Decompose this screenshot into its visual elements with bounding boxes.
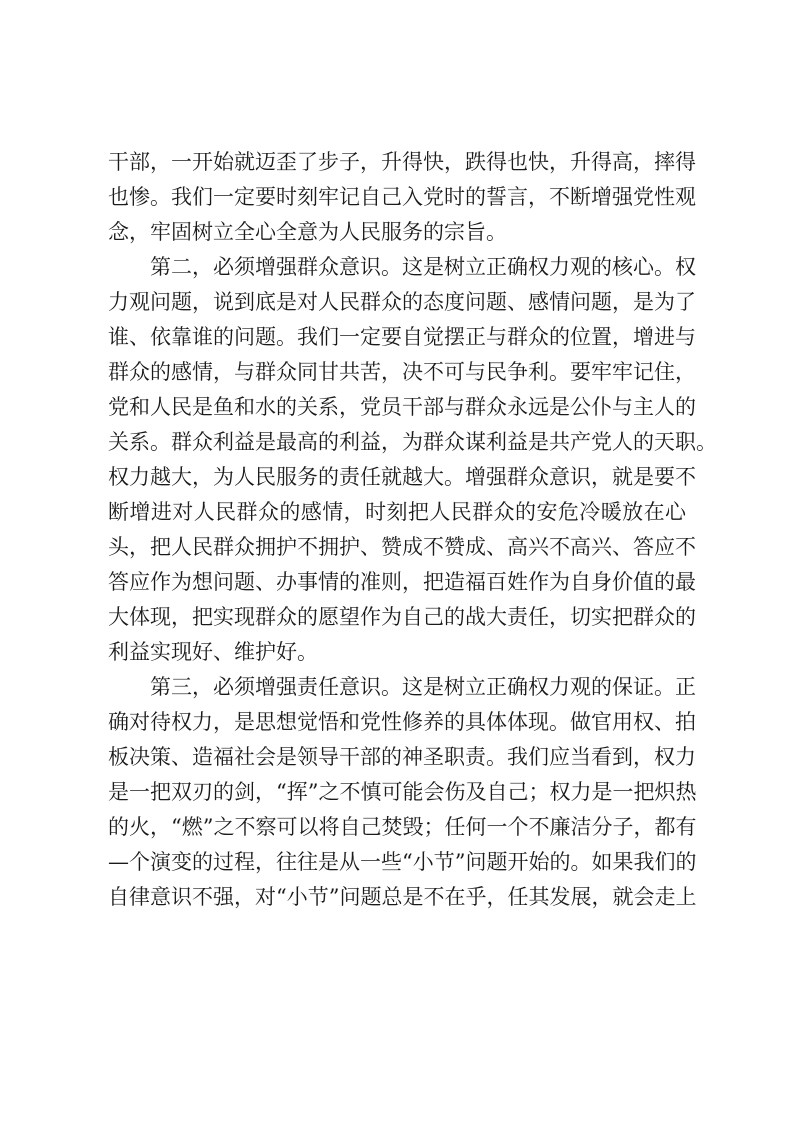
text-line: 力观问题，说到底是对人民群众的态度问题、感情问题，是为了 [108,290,696,314]
text-line: 念，牢固树立全心全意为人民服务的宗旨。 [108,220,507,244]
text-line: 确对待权力，是思想觉悟和党性修养的具体体现。做官用权、拍 [108,710,696,734]
text-line: 的火，“燃”之不察可以将自己焚毁；任何一个不廉洁分子，都有 [108,815,697,839]
text-line: —个演变的过程，往往是从一些“小节”问题开始的。如果我们的 [108,850,697,874]
text-line: 板决策、造福社会是领导干部的神圣职责。我们应当看到，权力 [108,745,696,769]
text-line: 头，把人民群众拥护不拥护、赞成不赞成、高兴不高兴、答应不 [108,535,696,559]
text-line: 也惨。我们一定要时刻牢记自己入党时的誓言，不断增强党性观 [108,185,696,209]
text-line: 第二，必须增强群众意识。这是树立正确权力观的核心。权 [150,255,696,279]
text-line: 断增进对人民群众的感情，时刻把人民群众的安危冷暖放在心 [108,500,686,524]
text-line: 权力越大，为人民服务的责任就越大。增强群众意识，就是要不 [108,465,696,489]
text-line: 党和人民是鱼和水的关系，党员干部与群众永远是公仆与主人的 [108,395,696,419]
text-line: 第三，必须增强责任意识。这是树立正确权力观的保证。正 [150,675,696,699]
text-line: 利益实现好、维护好。 [108,640,318,664]
text-line: 大体现，把实现群众的愿望作为自己的战大责任，切实把群众的 [108,605,696,629]
text-line: 自律意识不强，对“小节”问题总是不在乎，任其发展，就会走上 [108,885,697,909]
text-line: 关系。群众利益是最高的利益，为群众谋利益是共产党人的天职。 [108,430,717,454]
text-line: 群众的感情，与群众同甘共苦，决不可与民争利。要牢牢记住， [108,360,696,384]
text-line: 是一把双刃的剑，“挥”之不慎可能会伤及自己；权力是一把炽热 [108,780,697,804]
text-line: 谁、依靠谁的问题。我们一定要自觉摆正与群众的位置，增进与 [108,325,696,349]
text-line: 答应作为想问题、办事情的准则，把造福百姓作为自身价值的最 [108,570,696,594]
text-line: 干部，一开始就迈歪了步子，升得快，跌得也快，升得高，摔得 [108,150,696,174]
